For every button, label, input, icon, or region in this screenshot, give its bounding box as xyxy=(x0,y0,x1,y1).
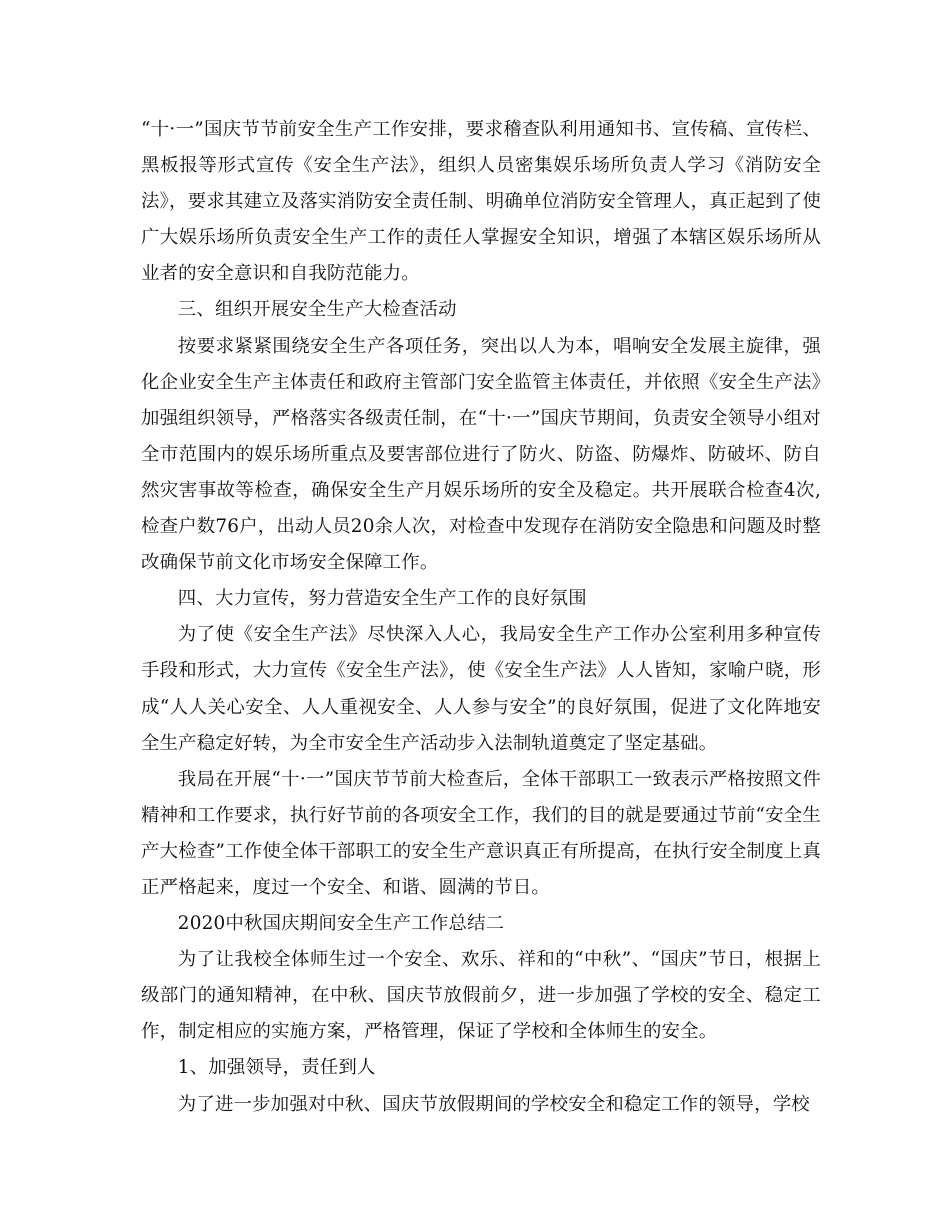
paragraph-4: 我局在开展“十·一”国庆节节前大检查后，全体干部职工一致表示严格按照文件精神和工作要求，执行好节前的各项安全工作，我们的目的就是要通过节前“安全生产大检查”工作使全体干部职工的安全生产意识真正有所提高，在执行安全制度上真正严格起来，度过一个安全、和谐、圆满的节日。 xyxy=(141,768,821,898)
paragraph-2: 按要求紧紧围绕安全生产各项任务，突出以人为本，唱响安全发展主旋律，强化企业安全生产主体责任和政府主管部门安全监管主体责任，并依照《安全生产法》加强组织领导，严格落实各级责任制，在“十·一”国庆节期间，负责安全领导小组对全市范围内的娱乐场所重点及要害部位进行了防火、防盗、防爆炸、防破坏、防自然灾害事故等检查，确保安全生产月娱乐场所的安全及稳定。共开展联合检查4次,检查户数76户，出动人员20余人次，对检查中发现存在消防安全隐患和问题及时整改确保节前文化市场安全保障工作。 xyxy=(141,335,821,574)
section-heading-4: 四、大力宣传，努力营造安全生产工作的良好氛围 xyxy=(177,588,587,610)
subsection-heading-1: 1、加强领导，责任到人 xyxy=(177,1057,376,1079)
section-heading-3: 三、组织开展安全生产大检查活动 xyxy=(177,299,457,321)
paragraph-1: “十·一”国庆节节前安全生产工作安排，要求稽查队利用通知书、宣传稿、宣传栏、黑板报等形式宣传《安全生产法》，组织人员密集娱乐场所负责人学习《消防安全法》，要求其建立及落实消防安全责任制、明确单位消防安全管理人，真正起到了使广大娱乐场所负责安全生产工作的责任人掌握安全知识，增强了本辖区娱乐场所从业者的安全意识和自我防范能力。 xyxy=(141,119,821,285)
document-body xyxy=(141,112,821,1123)
paragraph-6: 为了进一步加强对中秋、国庆节放假期间的学校安全和稳定工作的领导，学校 xyxy=(177,1093,810,1115)
paragraph-5: 为了让我校全体师生过一个安全、欢乐、祥和的“中秋”、“国庆”节日，根据上级部门的通知精神，在中秋、国庆节放假前夕，进一步加强了学校的安全、稳定工作，制定相应的实施方案，严格管理，保证了学校和全体师生的安全。 xyxy=(141,949,821,1043)
summary-title-2: 2020中秋国庆期间安全生产工作总结二 xyxy=(177,913,505,935)
paragraph-3: 为了使《安全生产法》尽快深入人心，我局安全生产工作办公室利用多种宣传手段和形式，大力宣传《安全生产法》，使《安全生产法》人人皆知，家喻户晓，形成“人人关心安全、人人重视安全、人人参与安全”的良好氛围，促进了文化阵地安全生产稳定好转，为全市安全生产活动步入法制轨道奠定了坚定基础。 xyxy=(141,624,821,754)
